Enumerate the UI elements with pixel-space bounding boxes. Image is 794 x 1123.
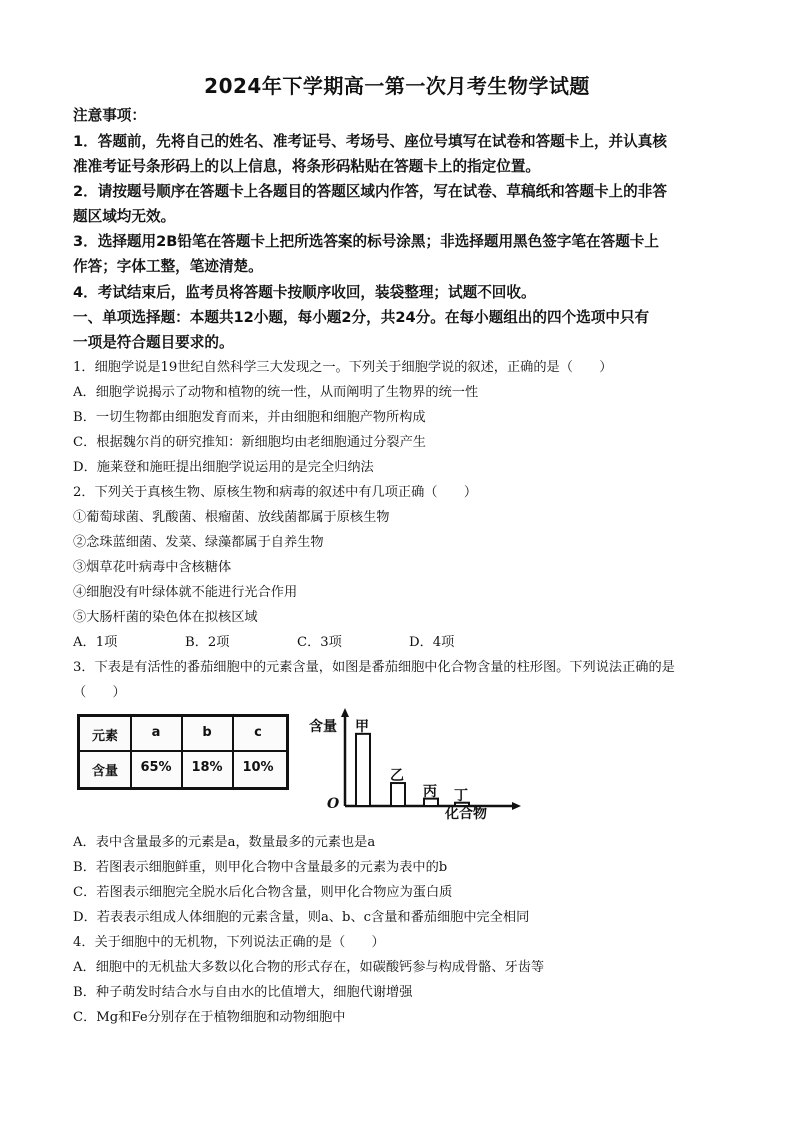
choice-d: D．4项 — [409, 635, 455, 650]
question-2-item: ①葡萄球菌、乳酸菌、根瘤菌、放线菌都属于原核生物 — [73, 510, 390, 525]
question-4-option: A．细胞中的无机盐大多数以化合物的形式存在，如碳酸钙参与构成骨骼、牙齿等 — [73, 960, 545, 975]
question-3-option: A．表中含量最多的元素是a，数量最多的元素也是a — [73, 835, 376, 850]
notice-line: 作答；字体工整，笔迹清楚。 — [73, 258, 263, 275]
origin-label: O — [327, 796, 340, 812]
question-2-item: ⑤大肠杆菌的染色体在拟核区域 — [73, 610, 258, 625]
bar-2 — [391, 783, 405, 806]
question-3-option: C．若图表示细胞完全脱水后化合物含量，则甲化合物应为蛋白质 — [73, 885, 453, 900]
y-axis-label: 含量 — [309, 719, 337, 735]
question-1-option: C．根据魏尔肖的研究推知：新细胞均由老细胞通过分裂产生 — [73, 435, 426, 450]
question-3-option: D．若表表示组成人体细胞的元素含量，则a、b、c含量和番茄细胞中完全相同 — [73, 910, 530, 925]
bar-1 — [356, 734, 370, 806]
bar-label: 丙 — [423, 783, 437, 800]
table-header-cell: b — [202, 725, 212, 740]
table-cell: 65% — [140, 760, 172, 775]
compound-bar-chart — [303, 708, 523, 823]
question-4-option: B．种子萌发时结合水与自由水的比值增大，细胞代谢增强 — [73, 985, 413, 1000]
notice-line: 3．选择题用2B铅笔在答题卡上把所选答案的标号涂黑；非选择题用黑色签字笔在答题卡上 — [73, 233, 659, 250]
question-2-choices — [73, 631, 733, 650]
section-heading: 一、单项选择题：本题共12小题，每小题2分，共24分。在每小题组出的四个选项中只有 — [73, 309, 650, 326]
notice-line: 2．请按题号顺序在答题卡上各题目的答题区域内作答，写在试卷、草稿纸和答题卡上的非答 — [73, 183, 667, 200]
bar-label: 甲 — [355, 718, 369, 735]
notice-line: 准准考证号条形码上的以上信息，将条形码粘贴在答题卡上的指定位置。 — [73, 158, 541, 175]
question-1-option: A．细胞学说揭示了动物和植物的统一性，从而阐明了生物界的统一性 — [73, 385, 479, 400]
notice-line: 题区域均无效。 — [73, 208, 176, 225]
page-title: 2024年下学期高一第一次月考生物学试题 — [204, 74, 590, 98]
section-heading: 一项是符合题目要求的。 — [73, 334, 234, 351]
question-1-option: B．一切生物都由细胞发育而来，并由细胞和细胞产物所构成 — [73, 410, 426, 425]
table-divider — [80, 750, 286, 752]
x-axis-arrow — [512, 802, 521, 810]
question-4-stem: 4．关于细胞中的无机物，下列说法正确的是（ ） — [73, 935, 385, 950]
question-1-option: D．施莱登和施旺提出细胞学说运用的是完全归纳法 — [73, 460, 374, 475]
table-cell: 10% — [242, 760, 274, 775]
y-axis-arrow — [341, 708, 349, 717]
table-header-cell: 元素 — [91, 729, 118, 744]
notice-heading: 注意事项： — [73, 107, 146, 124]
question-3-figure — [73, 708, 523, 823]
question-3-option: B．若图表示细胞鲜重，则甲化合物中含量最多的元素为表中的b — [73, 860, 448, 875]
question-3-stem-cont: （ ） — [73, 685, 126, 700]
table-header-cell: a — [151, 725, 161, 740]
table-cell: 18% — [191, 760, 223, 775]
question-2-item: ②念珠蓝细菌、发菜、绿藻都属于自养生物 — [73, 535, 324, 550]
question-3-stem: 3．下表是有活性的番茄细胞中的元素含量，如图是番茄细胞中化合物含量的柱形图。下列说法正确的是 — [73, 660, 675, 675]
table-cell: 含量 — [91, 764, 118, 779]
question-2-item: ③烟草花叶病毒中含核糖体 — [73, 560, 232, 575]
x-axis-label: 化合物 — [445, 806, 487, 822]
question-2-stem: 2．下列关于真核生物、原核生物和病毒的叙述中有几项正确（ ） — [73, 485, 478, 500]
question-1-stem: 1．细胞学说是19世纪自然科学三大发现之一。下列关于细胞学说的叙述，正确的是（ ） — [73, 360, 613, 375]
notice-line: 4．考试结束后，监考员将答题卡按顺序收回，装袋整理；试题不回收。 — [73, 284, 536, 301]
choice-c: C．3项 — [297, 635, 342, 650]
notice-line: 1．答题前，先将自己的姓名、准考证号、考场号、座位号填写在试卷和答题卡上，并认真核 — [73, 133, 667, 150]
question-2-item: ④细胞没有叶绿体就不能进行光合作用 — [73, 585, 298, 600]
choice-b: B．2项 — [185, 635, 230, 650]
bar-label: 乙 — [390, 768, 404, 785]
table-header-cell: c — [254, 725, 262, 740]
element-table — [77, 714, 289, 790]
bar-label: 丁 — [454, 787, 468, 804]
question-4-option: C．Mg和Fe分别存在于植物细胞和动物细胞中 — [73, 1010, 346, 1025]
choice-a: A．1项 — [73, 635, 118, 650]
